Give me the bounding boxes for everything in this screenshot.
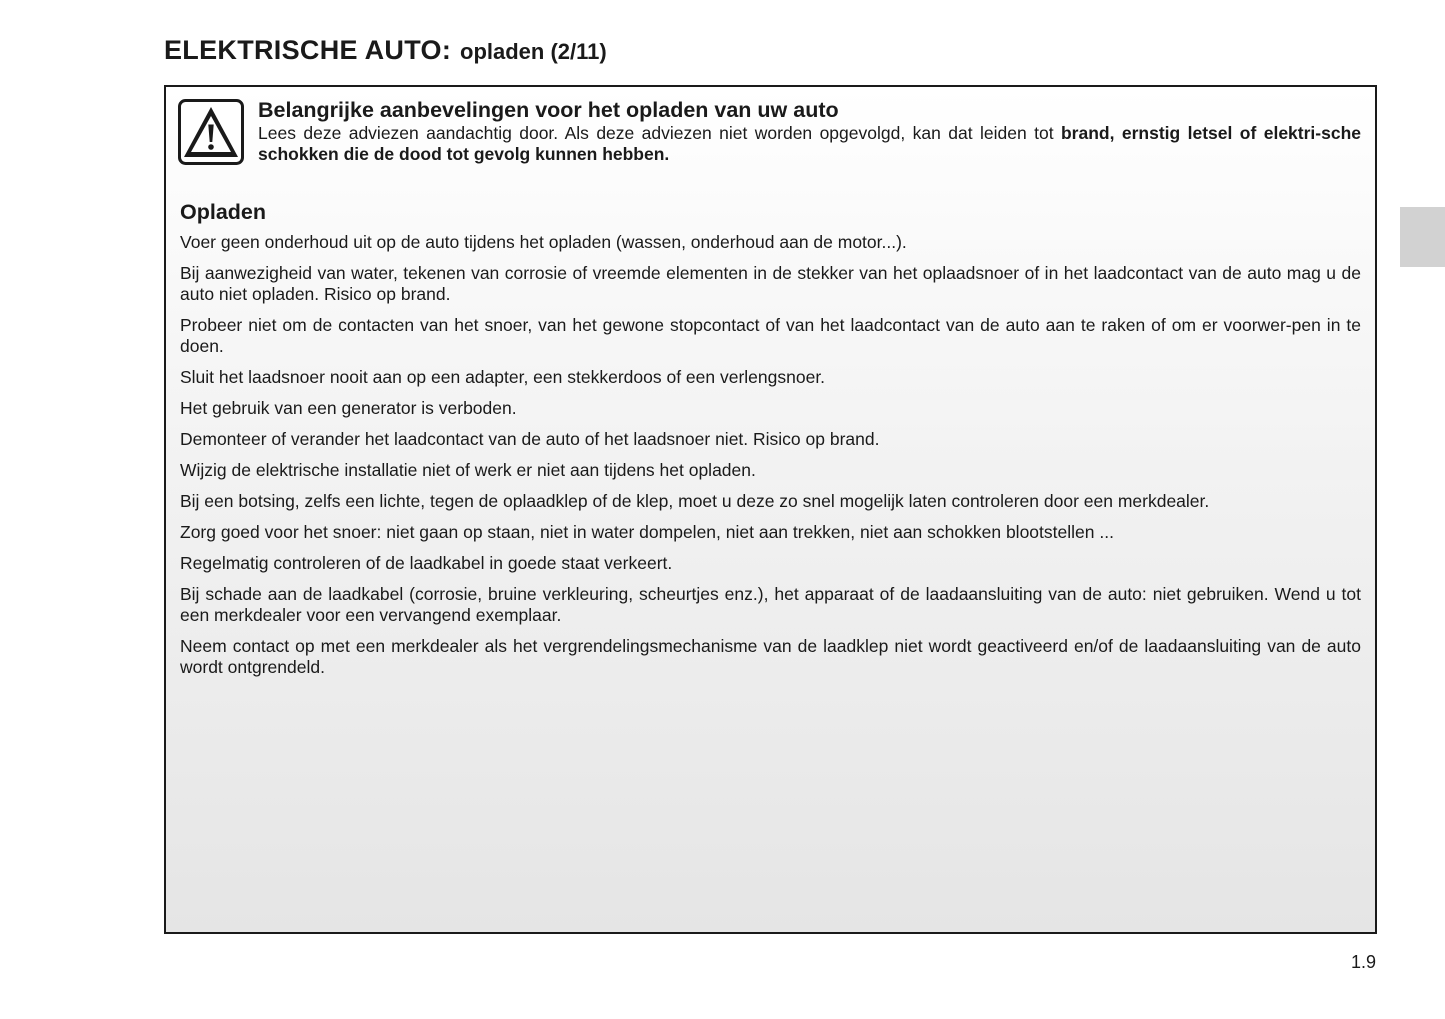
list-item: Regelmatig controleren of de laadkabel in goede staat verkeert.	[180, 553, 673, 573]
section-heading: Opladen	[180, 200, 267, 224]
page-number: 1.9	[1351, 952, 1377, 972]
list-item: Bij schade aan de laadkabel (corrosie, bruine verkleuring, scheurtjes enz.), het apparaat of de laadaansluiting van de auto: niet gebruiken. Wend u tot een merkdealer voor een vervangend exemplaar.	[180, 584, 1361, 625]
section-opladen	[180, 199, 1361, 688]
instruction-list	[180, 232, 1361, 678]
list-item: Bij aanwezigheid van water, tekenen van corrosie of vreemde elementen in de stekker van het oplaadsnoer of in het laadcontact van de auto mag u de auto niet opladen. Risico op brand.	[180, 263, 1361, 304]
warning-intro-text: Lees deze adviezen aandachtig door. Als deze adviezen niet worden opgevolgd, kan dat leiden tot	[258, 123, 1061, 143]
list-item: Sluit het laadsnoer nooit aan op een adapter, een stekkerdoos of een verlengsnoer.	[180, 367, 826, 387]
warning-intro-bold: brand, ernstig letsel of elektri-sche schokken die de dood tot gevolg kunnen hebben.	[258, 123, 1361, 164]
list-item: Wijzig de elektrische installatie niet of werk er niet aan tijdens het opladen.	[180, 460, 756, 480]
list-item: Neem contact op met een merkdealer als het vergrendelingsmechanisme van de laadklep niet wordt geactiveerd en/of de laadaansluiting van de auto wordt ontgrendeld.	[180, 636, 1361, 677]
warning-box	[164, 85, 1377, 934]
page-title-sub: opladen (2/11)	[460, 39, 607, 64]
page-title-main: ELEKTRISCHE AUTO:	[164, 35, 452, 65]
warning-intro	[258, 123, 1361, 165]
side-tab-marker	[1400, 207, 1445, 267]
page-title	[164, 30, 607, 67]
warning-triangle-icon	[178, 99, 244, 165]
warning-header	[258, 98, 1361, 165]
list-item: Het gebruik van een generator is verboden.	[180, 398, 517, 418]
warning-heading: Belangrijke aanbevelingen voor het opladen van uw auto	[258, 98, 839, 122]
list-item: Probeer niet om de contacten van het snoer, van het gewone stopcontact of van het laadcontact van de auto aan te raken of om er voorwer-pen in te doen.	[180, 315, 1361, 356]
list-item: Demonteer of verander het laadcontact van de auto of het laadsnoer niet. Risico op brand.	[180, 429, 880, 449]
list-item: Bij een botsing, zelfs een lichte, tegen de oplaadklep of de klep, moet u deze zo snel mogelijk laten controleren door een merkdealer.	[180, 491, 1210, 511]
list-item: Voer geen onderhoud uit op de auto tijdens het opladen (wassen, onderhoud aan de motor...).	[180, 232, 907, 252]
list-item: Zorg goed voor het snoer: niet gaan op staan, niet in water dompelen, niet aan trekken, niet aan schokken blootstellen ...	[180, 522, 1114, 542]
